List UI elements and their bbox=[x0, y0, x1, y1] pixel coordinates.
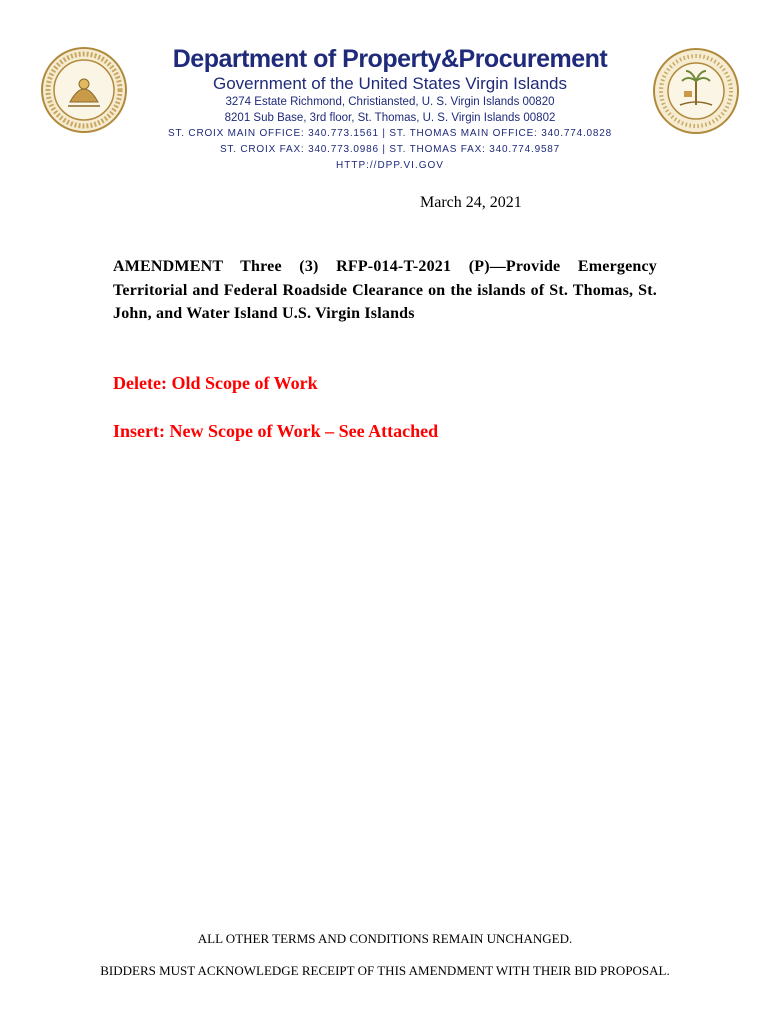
address-st-thomas: 8201 Sub Base, 3rd floor, St. Thomas, U. S. Virgin Islands 00802 bbox=[224, 112, 556, 124]
government-name: Government of the United States Virgin Islands bbox=[212, 74, 568, 93]
terms-unchanged-notice: ALL OTHER TERMS AND CONDITIONS REMAIN UNCHANGED. bbox=[197, 931, 573, 946]
us-virgin-islands-seal-icon bbox=[40, 46, 128, 134]
delete-scope-line: Delete: Old Scope of Work bbox=[113, 373, 318, 393]
department-name: Department of Property&Procurement bbox=[172, 45, 608, 73]
address-st-croix: 3274 Estate Richmond, Christiansted, U. S. Virgin Islands 00820 bbox=[225, 96, 555, 108]
main-office-phones: ST. CROIX MAIN OFFICE: 340.773.1561 | ST. THOMAS MAIN OFFICE: 340.774.0828 bbox=[168, 128, 612, 139]
dpp-seal-icon bbox=[652, 47, 740, 135]
fax-numbers: ST. CROIX FAX: 340.773.0986 | ST. THOMAS FAX: 340.774.9587 bbox=[219, 144, 561, 155]
acknowledge-receipt-notice: BIDDERS MUST ACKNOWLEDGE RECEIPT OF THIS AMENDMENT WITH THEIR BID PROPOSAL. bbox=[100, 963, 670, 978]
document-date: March 24, 2021 bbox=[420, 194, 522, 211]
insert-scope-line: Insert: New Scope of Work – See Attached bbox=[113, 421, 439, 441]
amendment-subject: AMENDMENT Three (3) RFP-014-T-2021 (P)—Provide Emergency Territorial and Federal Roadside Clearance on the islands of St. Thomas, St. John, and Water Island U.S. Virgin Islands bbox=[113, 258, 657, 322]
website-link[interactable]: HTTP://DPP.VI.GOV bbox=[336, 160, 444, 171]
letterhead bbox=[150, 44, 630, 174]
